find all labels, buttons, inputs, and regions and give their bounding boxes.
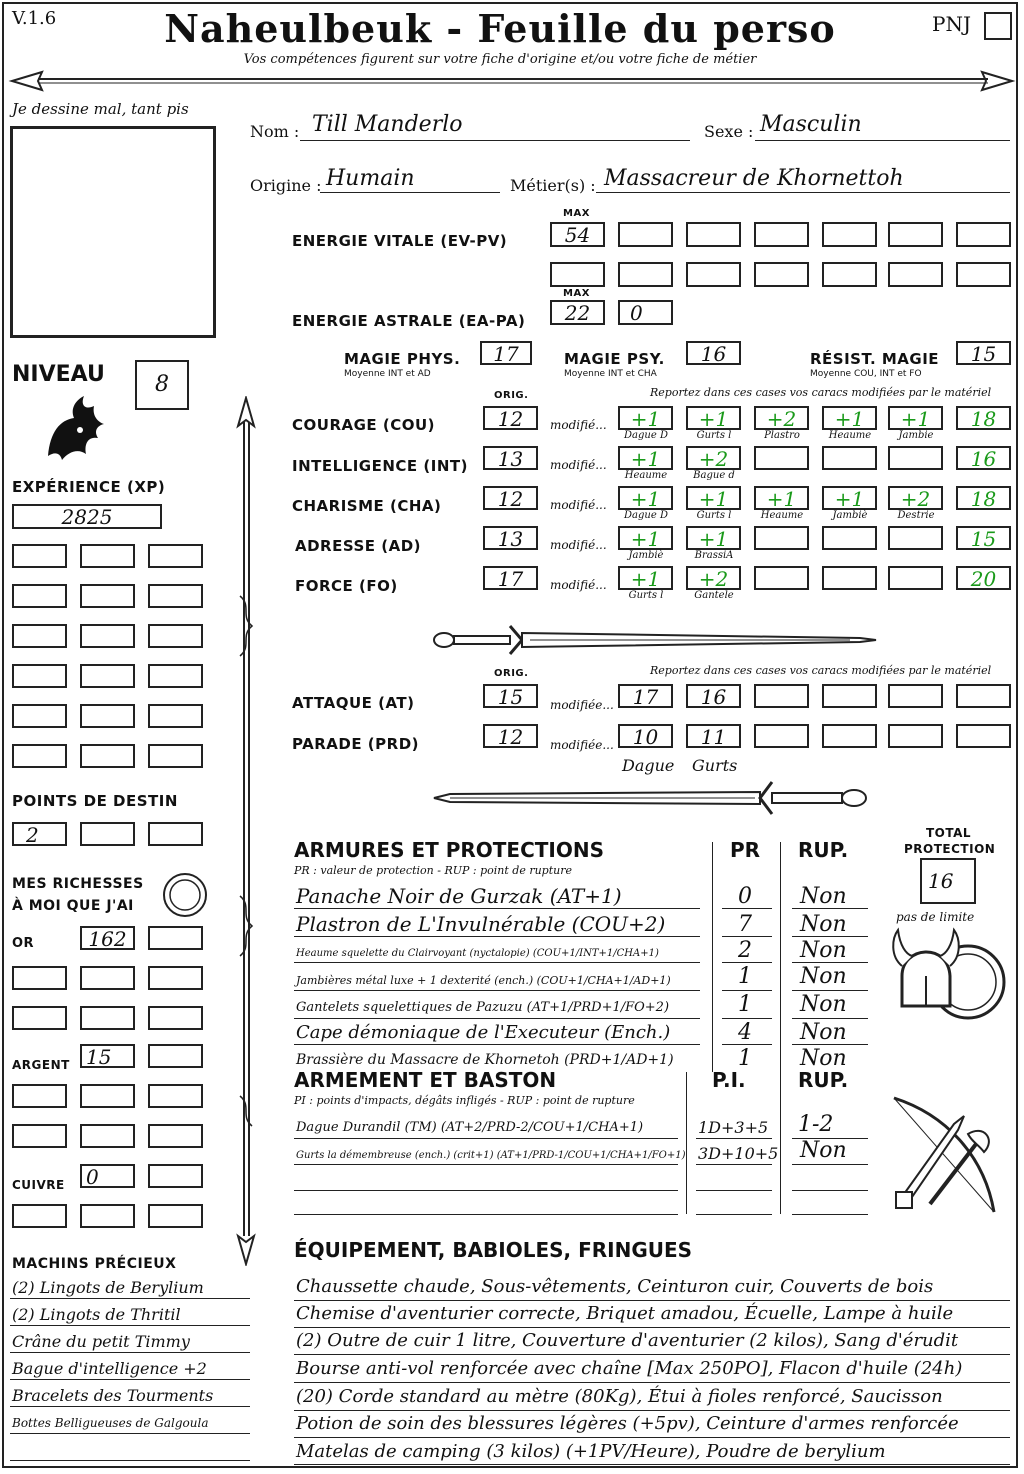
resist-magie-box[interactable]: 15 — [956, 341, 1011, 365]
equipement-line[interactable]: (20) Corde standard au mètre (80Kg), Étui à fioles renforcé, Saucisson — [296, 1386, 943, 1407]
at-value-box[interactable]: 17 — [618, 684, 673, 708]
machin-item[interactable]: (2) Lingots de Thritil — [12, 1305, 181, 1324]
magie-psy-box[interactable]: 16 — [686, 341, 741, 365]
fo-mod-box[interactable]: +2 — [686, 566, 741, 590]
int-orig-box[interactable]: 13 — [483, 446, 538, 470]
fo-orig-box[interactable]: 17 — [483, 566, 538, 590]
prd-value-box[interactable]: 11 — [686, 724, 741, 748]
arme-line — [294, 1190, 678, 1191]
xp-extra-box[interactable] — [148, 664, 203, 688]
cou-modif-label: modifié... — [550, 418, 607, 432]
int-label: INTELLIGENCE (INT) — [292, 457, 468, 475]
armure-line — [294, 1018, 700, 1019]
armure-line — [294, 936, 700, 937]
armure-pr[interactable]: 4 — [738, 1020, 752, 1045]
at-value-box[interactable] — [822, 684, 877, 708]
pnj-label: PNJ — [932, 12, 971, 36]
or-extra-box[interactable] — [80, 966, 135, 990]
equipement-rule — [294, 1410, 1010, 1411]
cuivre-extra-box[interactable] — [12, 1204, 67, 1228]
equipement-rule — [294, 1327, 1010, 1328]
portrait-box[interactable] — [10, 126, 216, 338]
nom-label: Nom : — [250, 122, 300, 141]
xp-extra-box[interactable] — [148, 584, 203, 608]
machin-item[interactable]: Bracelets des Tourments — [12, 1386, 214, 1405]
armure-name[interactable]: Brassière du Massacre de Khornetoh (PRD+1/AD+1) — [296, 1052, 674, 1068]
armure-line — [792, 1018, 868, 1019]
weapons-icon — [884, 1094, 1008, 1216]
cou-mod-box[interactable]: +2 — [754, 406, 809, 430]
fo-total-box[interactable]: 20 — [956, 566, 1011, 590]
fo-mod-box[interactable] — [754, 566, 809, 590]
ev-box[interactable] — [956, 222, 1011, 247]
or-label: OR — [12, 936, 35, 951]
cou-mod-source: Gurts l — [696, 430, 732, 441]
arme-rup[interactable]: 1-2 — [798, 1112, 834, 1137]
origine-line — [320, 192, 500, 193]
ad-mod-box[interactable] — [822, 526, 877, 550]
at-modif-label: modifiée... — [550, 698, 614, 712]
cou-mod-source: Heaume — [828, 430, 872, 441]
xp-extra-box[interactable] — [80, 664, 135, 688]
or-extra-box[interactable] — [80, 1006, 135, 1030]
portrait-caption: Je dessine mal, tant pis — [12, 100, 189, 118]
total-protection-box[interactable]: 16 — [920, 858, 976, 904]
origine-label: Origine : — [250, 176, 322, 195]
machin-line — [10, 1433, 250, 1434]
ev-box[interactable] — [822, 262, 877, 287]
ev-box[interactable] — [822, 222, 877, 247]
cuivre-box[interactable]: 0 — [80, 1164, 135, 1188]
sword-icon — [430, 778, 870, 818]
armure-line — [294, 962, 700, 963]
ad-mod-box[interactable]: +1 — [686, 526, 741, 550]
fo-label: FORCE (FO) — [295, 577, 398, 595]
argent-extra-box[interactable] — [148, 1084, 203, 1108]
armure-line — [792, 908, 868, 909]
cou-mod-source: Plastro — [764, 430, 800, 441]
xp-extra-box[interactable] — [148, 624, 203, 648]
cha-mod-box[interactable]: +1 — [754, 486, 809, 510]
ev-box[interactable] — [956, 262, 1011, 287]
destin-extra-box[interactable] — [80, 822, 135, 846]
ev-box[interactable] — [618, 262, 673, 287]
weapon-name: Dague — [622, 756, 675, 775]
xp-extra-box[interactable] — [148, 544, 203, 568]
int-total-box[interactable]: 16 — [956, 446, 1011, 470]
coin-icon — [160, 870, 210, 920]
arme-line — [294, 1164, 678, 1165]
or-box[interactable]: 162 — [80, 926, 135, 950]
cou-mod-box[interactable]: +1 — [822, 406, 877, 430]
or-extra-box[interactable] — [148, 966, 203, 990]
ev-box[interactable] — [888, 222, 943, 247]
cou-total-box[interactable]: 18 — [956, 406, 1011, 430]
total-protection-label-2: PROTECTION — [904, 842, 996, 856]
fo-mod-box[interactable]: +1 — [618, 566, 673, 590]
page-title: Naheulbeuk - Feuille du perso — [164, 6, 836, 51]
ea-label: ENERGIE ASTRALE (EA-PA) — [292, 312, 526, 330]
arme-line — [696, 1190, 772, 1191]
ad-total-box[interactable]: 15 — [956, 526, 1011, 550]
sexe-value[interactable]: Masculin — [760, 112, 862, 137]
ev-box[interactable] — [686, 262, 741, 287]
fo-mod-box[interactable] — [822, 566, 877, 590]
int-mod-box[interactable] — [888, 446, 943, 470]
ad-mod-box[interactable] — [754, 526, 809, 550]
at-label: ATTAQUE (AT) — [292, 694, 415, 712]
prd-orig-box[interactable]: 12 — [483, 724, 538, 748]
nom-value[interactable]: Till Manderlo — [312, 112, 463, 137]
argent-extra-box[interactable] — [12, 1124, 67, 1148]
armure-line — [294, 1044, 700, 1045]
machin-line — [10, 1406, 250, 1407]
sword-icon — [430, 620, 880, 660]
armement-rup-header: RUP. — [798, 1068, 849, 1092]
ev-box[interactable] — [754, 262, 809, 287]
arme-line — [696, 1164, 772, 1165]
cuivre-extra-box[interactable] — [148, 1204, 203, 1228]
armures-title: ARMURES ET PROTECTIONS — [294, 838, 604, 862]
prd-value-box[interactable] — [754, 724, 809, 748]
at-value-box[interactable] — [888, 684, 943, 708]
rup-header: RUP. — [798, 838, 849, 862]
resist-magie-note: Moyenne COU, INT et FO — [810, 369, 922, 379]
cou-mod-box[interactable]: +1 — [686, 406, 741, 430]
cuivre-label: CUIVRE — [12, 1178, 65, 1192]
int-mod-source: Bague d — [693, 470, 735, 481]
armure-line — [722, 936, 772, 937]
cha-mod-source: Heaume — [760, 510, 804, 521]
pi-header: P.I. — [712, 1068, 746, 1092]
magie-phys-box[interactable]: 17 — [480, 341, 532, 365]
armure-pr[interactable]: 2 — [738, 938, 752, 963]
cou-mod-source: Dague D — [624, 430, 668, 441]
armure-pr[interactable]: 0 — [738, 884, 752, 909]
cha-total-box[interactable]: 18 — [956, 486, 1011, 510]
xp-extra-box[interactable] — [12, 704, 67, 728]
equipement-rule — [294, 1437, 1010, 1438]
machin-line — [10, 1352, 250, 1353]
cuivre-extra-box[interactable] — [80, 1204, 135, 1228]
armure-line — [722, 962, 772, 963]
magie-phys-note: Moyenne INT et AD — [344, 369, 431, 379]
fo-modif-label: modifié... — [550, 578, 607, 592]
pnj-checkbox[interactable] — [984, 12, 1012, 40]
caracs-report-note: Reportez dans ces cases vos caracs modifiées par le matériel — [650, 386, 992, 399]
machin-item[interactable]: Bottes Belligueuses de Galgoula — [12, 1416, 209, 1430]
xp-extra-box[interactable] — [148, 744, 203, 768]
armure-name[interactable]: Cape démoniaque de l'Executeur (Ench.) — [296, 1022, 671, 1043]
richesses-label: MES RICHESSES — [12, 876, 144, 892]
sexe-label: Sexe : — [704, 122, 754, 141]
ev-box[interactable] — [888, 262, 943, 287]
machins-label: MACHINS PRÉCIEUX — [12, 1256, 177, 1272]
equipement-line[interactable]: Chaussette chaude, Sous-vêtements, Ceinturon cuir, Couverts de bois — [296, 1276, 934, 1297]
xp-extra-box[interactable] — [12, 544, 67, 568]
armement-divider — [686, 1072, 687, 1214]
armure-line — [792, 962, 868, 963]
prd-value-box[interactable] — [956, 724, 1011, 748]
cha-mod-box[interactable]: +1 — [822, 486, 877, 510]
helmet-shield-icon — [888, 926, 1008, 1028]
xp-label: EXPÉRIENCE (XP) — [12, 478, 166, 496]
armure-line — [722, 1018, 772, 1019]
equipement-rule — [294, 1354, 1010, 1355]
equipement-rule — [294, 1464, 1010, 1465]
spear-icon — [226, 396, 266, 1266]
armure-line — [792, 936, 868, 937]
ea-current-box[interactable]: 0 — [618, 300, 673, 325]
armure-rup[interactable]: Non — [800, 938, 847, 963]
equipement-rule — [294, 1382, 1010, 1383]
argent-extra-box[interactable] — [80, 1124, 135, 1148]
cha-mod-box[interactable]: +1 — [686, 486, 741, 510]
int-modif-label: modifié... — [550, 458, 607, 472]
armure-pr[interactable]: 1 — [738, 964, 752, 989]
armure-line — [722, 908, 772, 909]
cou-orig-box[interactable]: 12 — [483, 406, 538, 430]
at-value-box[interactable]: 16 — [686, 684, 741, 708]
equipement-line[interactable]: Bourse anti-vol renforcée avec chaîne [Max 250PO], Flacon d'huile (24h) — [296, 1358, 963, 1379]
machin-line — [10, 1298, 250, 1299]
armures-divider — [780, 842, 781, 1072]
ad-modif-label: modifié... — [550, 538, 607, 552]
armure-name[interactable]: Heaume squelette du Clairvoyant (nyctalopie) (COU+1/INT+1/CHA+1) — [296, 948, 659, 959]
prd-modif-label: modifiée... — [550, 738, 614, 752]
equipement-line[interactable]: (2) Outre de cuir 1 litre, Couverture d'aventurier (2 kilos), Sang d'érudit — [296, 1330, 959, 1351]
arme-rup[interactable]: Non — [800, 1138, 847, 1163]
cha-mod-box[interactable]: +2 — [888, 486, 943, 510]
argent-box[interactable]: 15 — [80, 1044, 135, 1068]
total-protection-label: TOTAL — [926, 826, 972, 840]
equipement-line[interactable]: Matelas de camping (3 kilos) (+1PV/Heure), Poudre de berylium — [296, 1441, 886, 1462]
arme-pi[interactable]: 3D+10+5 — [698, 1144, 779, 1163]
arme-line — [696, 1138, 772, 1139]
xp-extra-box[interactable] — [148, 704, 203, 728]
int-mod-box[interactable]: +1 — [618, 446, 673, 470]
prd-label: PARADE (PRD) — [292, 735, 420, 753]
cou-mod-source: Jambie — [898, 430, 934, 441]
armure-rup[interactable]: Non — [800, 992, 847, 1017]
magie-psy-label: MAGIE PSY. — [564, 350, 665, 368]
arme-pi[interactable]: 1D+3+5 — [698, 1118, 769, 1137]
metier-line — [596, 192, 1010, 193]
argent-extra-box[interactable] — [12, 1084, 67, 1108]
armure-name[interactable]: Gantelets squelettiques de Pazuzu (AT+1/PRD+1/FO+2) — [296, 1000, 670, 1015]
xp-extra-box[interactable] — [80, 744, 135, 768]
int-mod-box[interactable]: +2 — [686, 446, 741, 470]
cha-mod-source: Jambiè — [832, 510, 868, 521]
niveau-box[interactable]: 8 — [135, 360, 189, 410]
armure-pr[interactable]: 1 — [738, 1046, 752, 1071]
ev-box[interactable] — [618, 222, 673, 247]
ad-mod-box[interactable] — [888, 526, 943, 550]
cha-label: CHARISME (CHA) — [292, 497, 442, 515]
combat-orig-label: ORIG. — [494, 668, 529, 679]
weapon-name: Gurts — [692, 756, 738, 775]
armure-rup[interactable]: Non — [800, 1046, 847, 1071]
machin-line — [10, 1379, 250, 1380]
cuivre-extra-box[interactable] — [148, 1164, 203, 1188]
armure-rup[interactable]: Non — [800, 912, 847, 937]
armures-note: PR : valeur de protection - RUP : point de rupture — [294, 864, 572, 877]
combat-report-note: Reportez dans ces cases vos caracs modifiées par le matériel — [650, 664, 992, 677]
ad-mod-source: BrassiA — [694, 550, 734, 561]
arme-line — [294, 1214, 678, 1215]
ea-max-label: MAX — [563, 288, 590, 299]
xp-box[interactable]: 2825 — [12, 504, 162, 529]
int-mod-box[interactable] — [754, 446, 809, 470]
ev-box[interactable] — [686, 222, 741, 247]
prd-value-box[interactable] — [888, 724, 943, 748]
armement-title: ARMEMENT ET BASTON — [294, 1068, 557, 1092]
equipement-line[interactable]: Potion de soin des blessures légères (+5pv), Ceinture d'armes renforcée — [296, 1413, 959, 1434]
resist-magie-label: RÉSIST. MAGIE — [810, 350, 940, 368]
arme-line — [792, 1190, 868, 1191]
sexe-line — [755, 140, 1010, 141]
armure-line — [792, 1044, 868, 1045]
or-extra-box[interactable] — [148, 926, 203, 950]
cha-modif-label: modifié... — [550, 498, 607, 512]
machin-line — [10, 1325, 250, 1326]
cha-mod-box[interactable]: +1 — [618, 486, 673, 510]
equipement-rule — [294, 1300, 1010, 1301]
destin-box[interactable]: 2 — [12, 822, 67, 846]
fo-mod-box[interactable] — [888, 566, 943, 590]
machin-item[interactable]: Crâne du petit Timmy — [12, 1332, 190, 1351]
armement-divider — [780, 1072, 781, 1214]
xp-extra-box[interactable] — [80, 624, 135, 648]
fo-mod-source: Gantele — [694, 590, 734, 601]
origine-value[interactable]: Humain — [326, 166, 415, 191]
total-protection-note: pas de limite — [896, 910, 975, 924]
argent-label: ARGENT — [12, 1058, 70, 1072]
nom-line — [300, 140, 690, 141]
cha-orig-box[interactable]: 12 — [483, 486, 538, 510]
argent-extra-box[interactable] — [148, 1124, 203, 1148]
dragon-icon — [40, 392, 108, 464]
xp-extra-box[interactable] — [80, 704, 135, 728]
top-spear-icon — [8, 64, 1016, 94]
xp-extra-box[interactable] — [12, 664, 67, 688]
ev-max-label: MAX — [563, 208, 590, 219]
armure-line — [722, 990, 772, 991]
or-extra-box[interactable] — [12, 1006, 67, 1030]
or-extra-box[interactable] — [12, 966, 67, 990]
machin-item[interactable]: Bague d'intelligence +2 — [12, 1359, 207, 1378]
metier-label: Métier(s) : — [510, 176, 596, 195]
xp-extra-box[interactable] — [80, 544, 135, 568]
cha-mod-source: Gurts l — [696, 510, 732, 521]
fo-mod-source: Gurts l — [628, 590, 664, 601]
machin-item[interactable]: (2) Lingots de Berylium — [12, 1278, 204, 1297]
arme-name[interactable]: Gurts la démembreuse (ench.) (crit+1) (AT+1/PRD-1/COU+1/CHA+1/FO+1) — [296, 1150, 686, 1161]
xp-extra-box[interactable] — [12, 624, 67, 648]
int-mod-source: Heaume — [624, 470, 668, 481]
magie-psy-note: Moyenne INT et CHA — [564, 369, 657, 379]
ev-box[interactable] — [550, 262, 605, 287]
armure-line — [792, 990, 868, 991]
or-extra-box[interactable] — [148, 1006, 203, 1030]
armure-line — [722, 1044, 772, 1045]
armure-pr[interactable]: 1 — [738, 992, 752, 1017]
armure-name[interactable]: Jambières métal luxe + 1 dexterité (ench.) (COU+1/CHA+1/AD+1) — [296, 974, 671, 987]
xp-extra-box[interactable] — [12, 744, 67, 768]
equipement-line[interactable]: Chemise d'aventurier correcte, Briquet amadou, Écuelle, Lampe à huile — [296, 1303, 954, 1324]
magie-phys-label: MAGIE PHYS. — [344, 350, 461, 368]
armure-rup[interactable]: Non — [800, 884, 847, 909]
cou-label: COURAGE (COU) — [292, 416, 436, 434]
ev-label: ENERGIE VITALE (EV-PV) — [292, 232, 508, 250]
armure-rup[interactable]: Non — [800, 964, 847, 989]
argent-extra-box[interactable] — [80, 1084, 135, 1108]
ad-label: ADRESSE (AD) — [295, 537, 422, 555]
xp-extra-box[interactable] — [80, 584, 135, 608]
niveau-label: NIVEAU — [12, 362, 105, 387]
armure-pr[interactable]: 7 — [738, 912, 752, 937]
xp-extra-box[interactable] — [12, 584, 67, 608]
cou-mod-box[interactable]: +1 — [888, 406, 943, 430]
argent-extra-box[interactable] — [148, 1044, 203, 1068]
armure-name[interactable]: Plastron de L'Invulnérable (COU+2) — [296, 912, 666, 936]
metier-value[interactable]: Massacreur de Khornettoh — [604, 166, 904, 191]
int-mod-box[interactable] — [822, 446, 877, 470]
arme-line — [792, 1164, 868, 1165]
at-value-box[interactable] — [956, 684, 1011, 708]
cou-mod-box[interactable]: +1 — [618, 406, 673, 430]
cha-mod-source: Dague D — [624, 510, 668, 521]
caracs-orig-label: ORIG. — [494, 390, 529, 401]
ea-max-box[interactable]: 22 — [550, 300, 605, 325]
prd-value-box[interactable]: 10 — [618, 724, 673, 748]
armure-name[interactable]: Panache Noir de Gurzak (AT+1) — [296, 884, 622, 908]
arme-line — [792, 1214, 868, 1215]
at-orig-box[interactable]: 15 — [483, 684, 538, 708]
page-subtitle: Vos compétences figurent sur votre fiche d'origine et/ou votre fiche de métier — [243, 52, 757, 67]
cha-mod-source: Destrie — [897, 510, 935, 521]
at-value-box[interactable] — [754, 684, 809, 708]
pr-header: PR — [730, 838, 761, 862]
arme-name[interactable]: Dague Durandil (TM) (AT+2/PRD-2/COU+1/CHA+1) — [296, 1120, 644, 1135]
arme-line — [696, 1214, 772, 1215]
ad-mod-source: Jambiè — [628, 550, 664, 561]
ad-mod-box[interactable]: +1 — [618, 526, 673, 550]
equipement-title: ÉQUIPEMENT, BABIOLES, FRINGUES — [294, 1238, 693, 1262]
armement-note: PI : points d'impacts, dégâts infligés - RUP : point de rupture — [294, 1094, 635, 1107]
machin-line — [10, 1460, 250, 1461]
armures-divider — [712, 842, 713, 1072]
ev-max-box[interactable]: 54 — [550, 222, 605, 247]
ad-orig-box[interactable]: 13 — [483, 526, 538, 550]
destin-label: POINTS DE DESTIN — [12, 792, 178, 810]
armure-line — [294, 990, 700, 991]
richesses-label-2: À MOI QUE J'AI — [12, 898, 134, 914]
armure-rup[interactable]: Non — [800, 1020, 847, 1045]
armure-line — [294, 908, 700, 909]
arme-line — [294, 1138, 678, 1139]
version-label: V.1.6 — [12, 8, 57, 29]
ev-box[interactable] — [754, 222, 809, 247]
prd-value-box[interactable] — [822, 724, 877, 748]
destin-extra-box[interactable] — [148, 822, 203, 846]
